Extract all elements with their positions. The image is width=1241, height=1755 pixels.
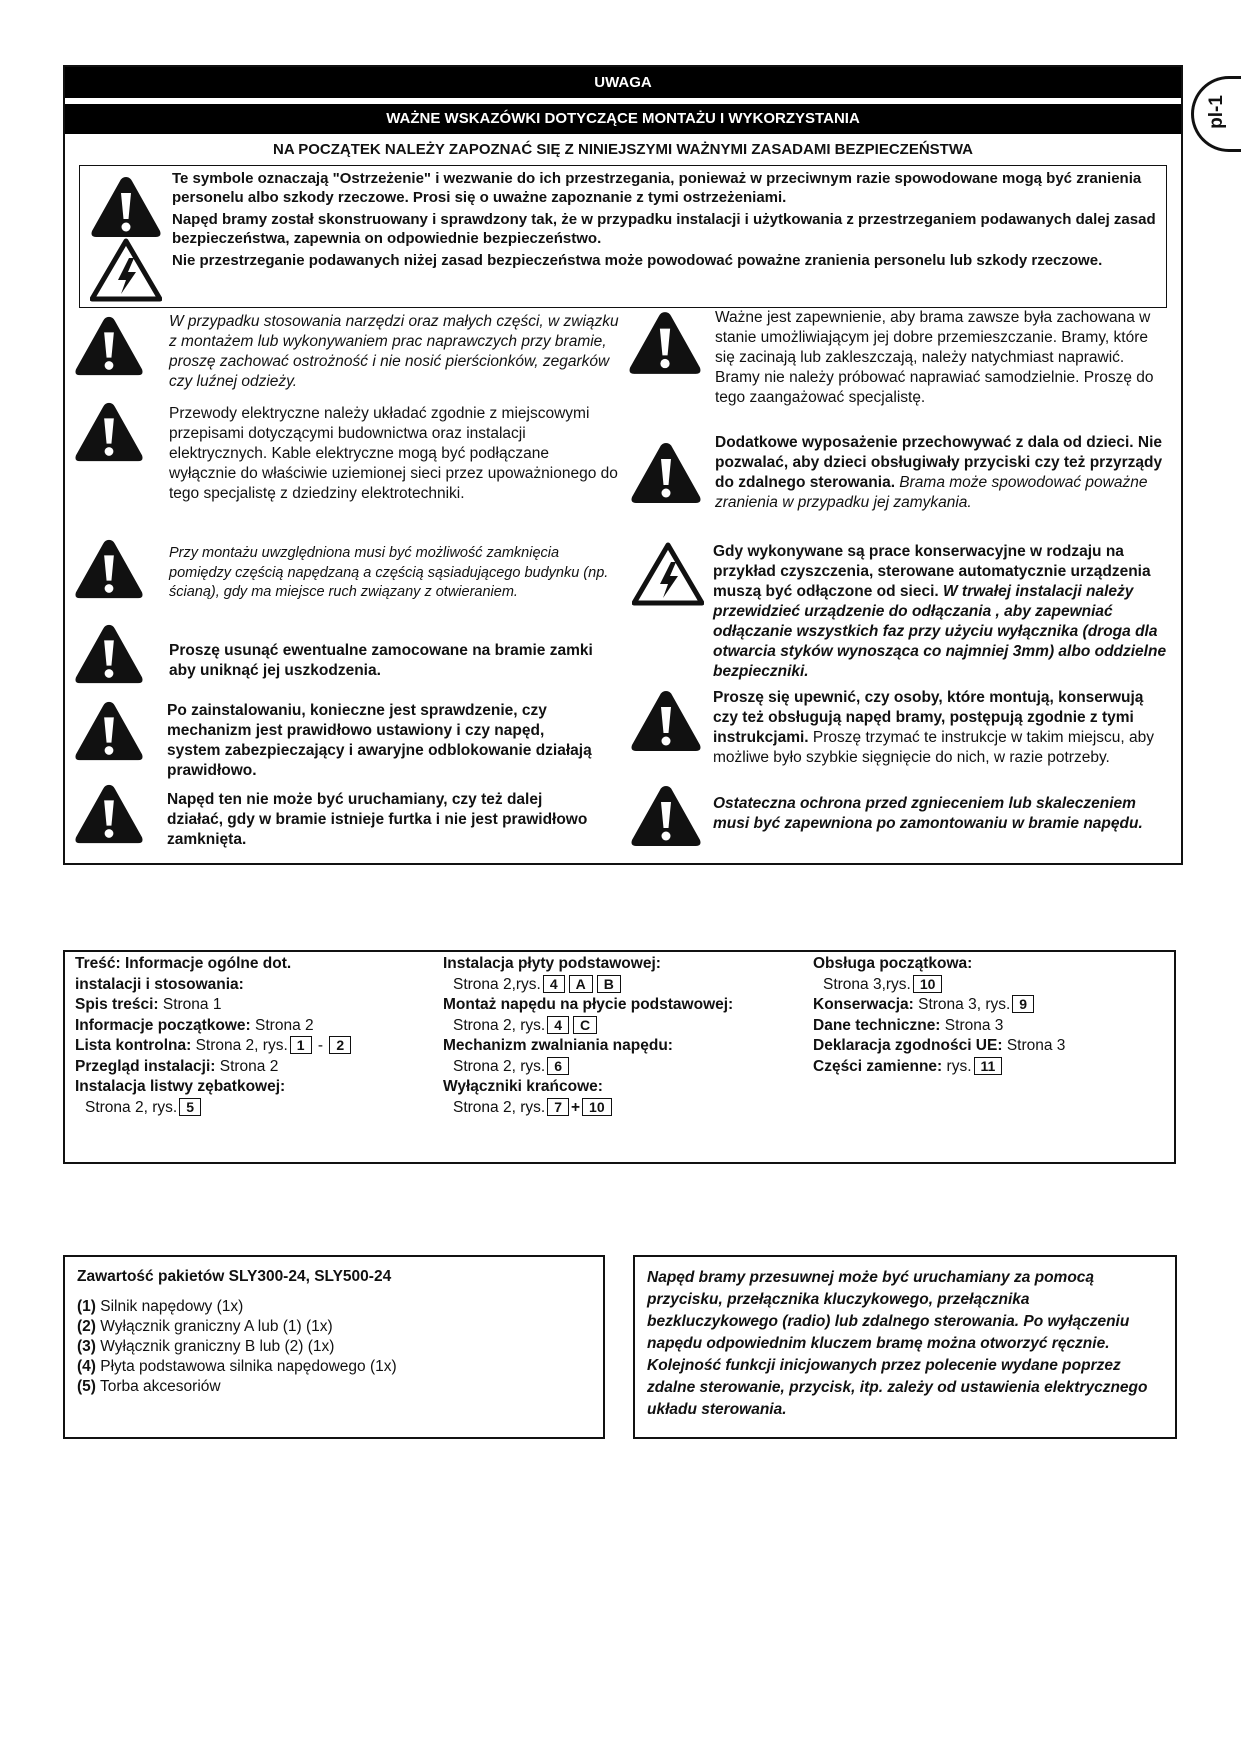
left-warning-2: Przewody elektryczne należy układać zgodnie z miejscowymi przepisami dotyczącymi budownictwa oraz instalacji elektrycznych. Kable elektryczne mogą być podłączane wyłącznie do właściwie uziemionej sieci przez upoważnionego do tego specjalistę z dziedziny elektrotechniki. [169, 405, 618, 502]
toc-label: Wyłączniki krańcowe: [443, 1078, 603, 1095]
warning-icon [74, 622, 144, 686]
left-warning-6: Napęd ten nie może być uruchamiany, czy też dalej działać, gdy w bramie istnieje furtka i nie jest prawidłowo zamknięta. [167, 791, 588, 848]
toc-page: Strona 2 [219, 1057, 279, 1075]
right-warning-4 [713, 688, 1168, 768]
toc-label: Instalacja płyty podstawowej: [443, 955, 661, 972]
warning-icon [74, 782, 144, 846]
left-warning-3: Przy montażu uwzględniona musi być możliwość zamknięcia pomiędzy częścią napędzaną a częścią sąsiadującego budynku (np. ścianą), gdy ma miejsce ruch związany z otwieraniem. [169, 545, 609, 600]
toc-label: Spis treści: [75, 996, 159, 1013]
warning-icon [630, 689, 702, 753]
intro-p3: Nie przestrzeganie podawanych niżej zasad bezpieczeństwa może powodować poważne zranienia personelu lub szkody rzeczowe. [172, 252, 1103, 269]
uwaga-bar: UWAGA [65, 67, 1181, 98]
fig-ref: 9 [1012, 995, 1034, 1013]
fig-ref: 10 [582, 1098, 612, 1116]
range-dash: - [317, 1037, 324, 1054]
fig-ref: C [573, 1016, 597, 1034]
operation-note-box [633, 1255, 1177, 1439]
operation-note: Napęd bramy przesuwnej może być uruchamiany za pomocą przycisku, przełącznika kluczykowego, przełącznika bezkluczykowego (radio) lub zdalnego sterowania. Po wyłączeniu napędu odpowiednim kluczem bramę można otworzyć ręcznie. Kolejność funkcji inicjowanych przez polecenie wydane poprzez zdalne sterowanie, przycisk, itp. zależy od ustawienia elektrycznego układu sterowania. [647, 1269, 1148, 1418]
toc-label: Dane techniczne: [813, 1016, 941, 1034]
package-item [77, 1297, 591, 1317]
page-tab [1191, 76, 1241, 152]
left-warning-1: W przypadku stosowania narzędzi oraz małych części, w związku z montażem lub wykonywaniem prac naprawczych przy bramie, proszę zachować ostrożność i nie nosić pierścionków, zegarków czy luźnej odzieży. [169, 313, 619, 390]
item-number: (1) [77, 1298, 96, 1315]
fig-ref: 10 [913, 975, 943, 993]
package-item [77, 1317, 591, 1337]
item-text: Płyta podstawowa silnika napędowego (1x) [95, 1358, 397, 1375]
right-warning-2-italic: Brama może spowodować poważne zranienia w przypadku jej zamykania. [715, 474, 1148, 511]
plus-sign: + [570, 1098, 581, 1116]
toc-page: Strona 1 [162, 996, 222, 1013]
package-item [77, 1337, 591, 1357]
contents-col-1 [75, 954, 425, 1118]
safety-section [63, 65, 1183, 865]
warning-icon [90, 175, 162, 239]
right-warning-3-bold-italic: W trwałej instalacji należy przewidzieć urządzenie do odłączania , aby zapewniać odłączanie wszystkich faz przy użyciu wyłącznika (droga dla otwarcia styków wynosząca co najmniej 3mm) albo oddzielne bezpieczniki. [713, 583, 1167, 680]
right-warning-5: Ostateczna ochrona przed zgnieceniem lub skaleczeniem musi być zapewniona po zamontowaniu w bramie napędu. [713, 795, 1143, 832]
right-warning-1: Ważne jest zapewnienie, aby brama zawsze była zachowana w stanie umożliwiającym jej dobre przemieszczanie. Bramy, które się zacinają lub zakleszczają, należy natychmiast naprawić. Bramy nie należy próbować naprawiać samodzielnie. Proszę do tego zaangażować specjalistę. [715, 309, 1154, 406]
page-tab-label: pl-1 [1205, 95, 1227, 129]
toc-page: Strona 3 [944, 1016, 1004, 1034]
contents-box [63, 950, 1176, 1164]
toc-label: Konserwacja: [813, 996, 914, 1013]
toc-page: Strona 2, rys. [85, 1098, 178, 1116]
toc-label: Lista kontrolna: [75, 1037, 192, 1054]
intro-p2: Napęd bramy został skonstruowany i sprawdzony tak, że w przypadku instalacji i użytkowania z przestrzeganiem podawanych dalej zasad bezpieczeństwa, zapewnia on odpowiednie bezpieczeństwo. [172, 211, 1156, 247]
toc-label: Części zamienne: [813, 1057, 943, 1075]
item-number: (4) [77, 1358, 96, 1375]
item-text: Torba akcesoriów [95, 1378, 221, 1395]
fig-ref: 7 [547, 1098, 569, 1116]
toc-page: rys. [946, 1057, 972, 1075]
fig-ref: 1 [290, 1036, 312, 1054]
toc-page: Strona 2, rys. [453, 1016, 546, 1034]
fig-ref: 2 [329, 1036, 351, 1054]
intro-p1: Te symbole oznaczają "Ostrzeżenie" i wezwanie do ich przestrzegania, ponieważ w przeciwnym razie spowodowane mogą być zranienia personelu albo szkody rzeczowe. Prosi się o uważne zapoznanie z tymi ostrzeżeniami. [172, 170, 1142, 206]
electric-hazard-icon [90, 238, 162, 302]
toc-label: Obsługa początkowa: [813, 955, 973, 972]
right-warning-4-bold: Proszę się upewnić, czy osoby, które montują, konserwują czy też obsługują napęd bramy, postępują zgodnie z tymi instrukcjami. [713, 689, 1144, 746]
left-warning-4: Proszę usunąć ewentualne zamocowane na bramie zamki aby uniknąć jej uszkodzenia. [169, 642, 593, 679]
item-text: Silnik napędowy (1x) [95, 1298, 244, 1315]
package-item [77, 1357, 591, 1377]
toc-label: Deklaracja zgodności UE: [813, 1037, 1003, 1054]
warning-icon [74, 537, 144, 601]
right-warning-3 [713, 542, 1173, 682]
warning-icon [74, 314, 144, 378]
toc-label: Instalacja listwy zębatkowej: [75, 1078, 286, 1095]
toc-page: Strona 2, rys. [195, 1037, 288, 1054]
toc-heading-2: instalacji i stosowania: [75, 975, 244, 993]
contents-col-2 [443, 954, 793, 1118]
item-number: (2) [77, 1318, 96, 1335]
toc-label: Informacje początkowe: [75, 1016, 251, 1034]
item-text: Wyłącznik graniczny A lub (1) (1x) [95, 1318, 333, 1335]
item-number: (5) [77, 1378, 96, 1395]
toc-page: Strona 2,rys. [453, 975, 541, 993]
item-text: Wyłącznik graniczny B lub (2) (1x) [95, 1338, 335, 1355]
toc-page: Strona 2, rys. [453, 1057, 546, 1075]
fig-ref: 6 [547, 1057, 569, 1075]
package-item [77, 1377, 591, 1397]
subtitle: NA POCZĄTEK NALEŻY ZAPOZNAĆ SIĘ Z NINIEJSZYMI WAŻNYMI ZASADAMI BEZPIECZEŃSTWA [272, 141, 974, 158]
warning-icon [630, 441, 702, 505]
warning-icon [630, 784, 702, 848]
right-warning-2 [715, 433, 1170, 513]
fig-ref: A [569, 975, 593, 993]
left-warning-5: Po zainstalowaniu, konieczne jest sprawdzenie, czy mechanizm jest prawidłowo ustawiony i czy napęd, system zabezpieczający i awaryjne odblokowanie działają prawidłowo. [167, 702, 592, 779]
electric-hazard-icon [632, 542, 704, 606]
toc-page: Strona 3,rys. [823, 975, 911, 993]
fig-ref: 4 [543, 975, 565, 993]
package-title: Zawartość pakietów SLY300-24, SLY500-24 [77, 1268, 392, 1285]
right-warning-3-bold: Gdy wykonywane są prace konserwacyjne w rodzaju na przykład czyszczenia, sterowane automatycznie urządzenia muszą być odłączone od sieci. [713, 543, 1151, 600]
right-warning-2-bold: Dodatkowe wyposażenie przechowywać z dala od dzieci. Nie pozwalać, aby dzieci obsługiwały przyciski czy też przyrządy do zdalnego sterowania. [715, 434, 1163, 491]
toc-label: Montaż napędu na płycie podstawowej: [443, 996, 734, 1013]
toc-label: Mechanizm zwalniania napędu: [443, 1037, 673, 1054]
toc-page: Strona 2, rys. [453, 1098, 546, 1116]
package-box [63, 1255, 605, 1439]
title-bar: WAŻNE WSKAZÓWKI DOTYCZĄCE MONTAŻU I WYKORZYSTANIA [65, 104, 1181, 134]
toc-page: Strona 3 [1006, 1037, 1066, 1054]
toc-label: Przegląd instalacji: [75, 1057, 216, 1075]
warning-icon [74, 699, 144, 763]
toc-page: Strona 3, rys. [918, 996, 1011, 1013]
right-warning-4-normal: Proszę trzymać te instrukcje w takim miejscu, aby możliwe było szybkie sięgnięcie do nich, w razie potrzeby. [713, 729, 1155, 766]
warning-icon [74, 400, 144, 464]
intro-box [79, 165, 1167, 308]
fig-ref: B [597, 975, 621, 993]
fig-ref: 4 [547, 1016, 569, 1034]
fig-ref: 5 [179, 1098, 201, 1116]
fig-ref: 11 [974, 1057, 1003, 1075]
toc-page: Strona 2 [255, 1016, 314, 1034]
toc-heading: Treść: Informacje ogólne dot. [75, 955, 292, 972]
warning-icon [628, 310, 702, 376]
contents-col-3 [813, 954, 1173, 1077]
item-number: (3) [77, 1338, 96, 1355]
